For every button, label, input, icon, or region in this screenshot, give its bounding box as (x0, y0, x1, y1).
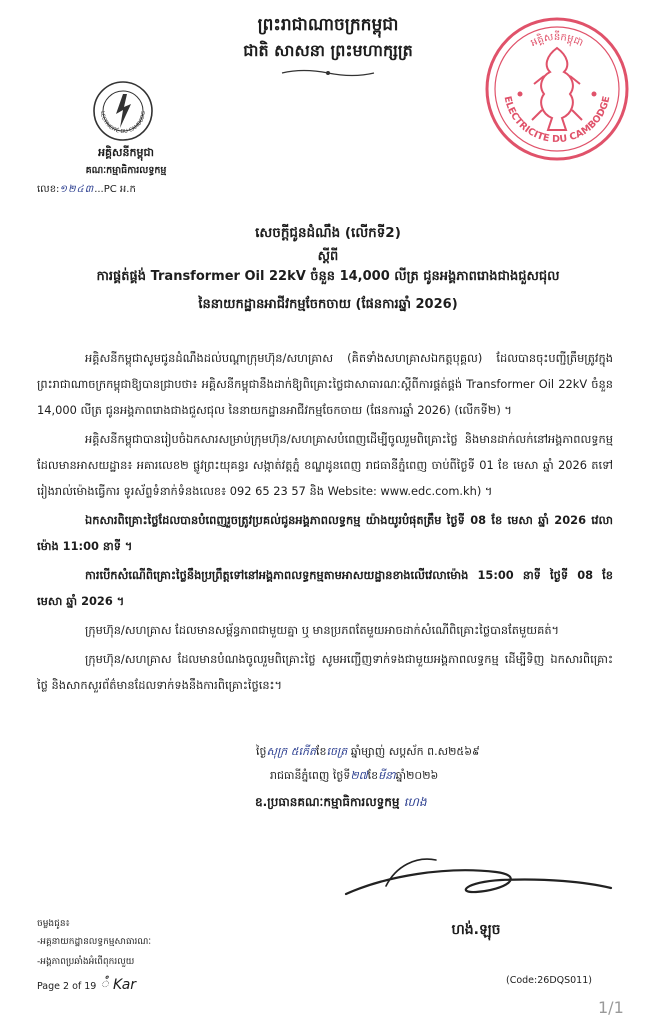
signer-title-line (255, 794, 655, 812)
signer-name: ហង់.ឡុច (451, 922, 501, 938)
notice-body (37, 345, 613, 701)
cc-item: -អង្គភាពប្រឆាំងអំពើពុករលួយ (37, 957, 135, 967)
paragraph-deadline: ឯកសារពិគ្រោះថ្លៃដែលបានបំពេញរួចត្រូវប្រគល់ជូនអង្គភាពលទ្ធកម្ម យ៉ាងយូរបំផុតត្រឹម ថ្ងៃទី 08 ខែ មេសា ឆ្នាំ 2026 វេលាម៉ោង 11:00 នាទី ។ (37, 513, 613, 553)
page-label: Page 2 of 19 (37, 981, 97, 992)
date-month-handwritten: មីនា (378, 769, 396, 782)
ref-number: ១២៤៣ (59, 184, 95, 195)
date-city: រាជធានីភ្នំពេញ ថ្ងៃទី (270, 769, 351, 782)
paragraph-contact: ក្រុមហ៊ុន/សហគ្រាស ដែលមានបំណងចូលរួមពិគ្រោះថ្លៃ សូមអញ្ជើញទាក់ទងជាមួយអង្គភាពលទ្ធកម្ម ដើម្បីទិញ ឯកសារពិគ្រោះថ្លៃ និងសាកសួរព័ត៌មានដែលទាក់ទងនឹងការពិគ្រោះថ្លៃនេះ។ (37, 652, 613, 692)
gregorian-date-line (270, 769, 632, 785)
paragraph-opening: ការបើកសំណើពិគ្រោះថ្លៃនឹងប្រព្រឹត្តទៅនៅអង្គភាពលទ្ធកម្មតាមអាសយដ្ឋានខាងលើវេលាម៉ោង 15:00 នាទី ថ្ងៃទី 08 ខែ មេសា ឆ្នាំ 2026 ។ (37, 568, 613, 608)
ref-suffix: PC អ.ក (103, 184, 136, 195)
document-title: សេចក្ដីជូនដំណឹង (លើកទី2) (255, 225, 401, 241)
lunar-year: ឆ្នាំម្សាញ់ សប្តស័ក ព.ស២៥៦៩ (350, 745, 480, 758)
edc-logo (92, 80, 154, 142)
paragraph-intro: អគ្គិសនីកម្ពុជាសូមជូនដំណឹងដល់បណ្ដាក្រុមហ៊ុន/សហគ្រាស (គិតទាំងសហគ្រាសឯកត្តបុគ្គល) ដែលបានចុះបញ្ជីត្រឹមត្រូវក្នុងព្រះរាជាណាចក្រកម្ពុជាឱ្យបានជ្រាបថា៖ អគ្គិសនីកម្ពុជានឹងដាក់ឱ្យពិគ្រោះថ្លៃជាសាធារណៈស្ដីពីការផ្គត់ផ្គង់ Transformer Oil 22kV ចំនួន 14,000 លីត្រ ជូនអង្គភាពរោងជាងជួសជុល នៃនាយកដ្ឋានអាជីវកម្មចែកចាយ (ផែនការឆ្នាំ 2026) (លើកទី២) ។ (37, 351, 613, 417)
org-department: គណៈកម្មាធិការលទ្ធកម្ម (85, 165, 167, 176)
seal-bottom-text: ELECTRICITE DU CAMBODGE (501, 95, 613, 146)
handwritten-signature (326, 836, 626, 916)
ornament-divider (278, 68, 378, 78)
lunar-month-handwritten: ចេត្រ (326, 745, 348, 758)
paragraph-documents: អគ្គិសនីកម្ពុជាបានរៀបចំឯកសារសម្រាប់ក្រុមហ៊ុន/សហគ្រាសបំពេញដើម្បីចូលរួមពិគ្រោះថ្លៃ និងមានដាក់លក់នៅអង្គភាពលទ្ធកម្ម ដែលមានអាសយដ្ឋាន៖ អគារលេខ២ ផ្លូវព្រះយុគន្ធរ សង្កាត់វត្តភ្នំ ខណ្ឌដូនពេញ រាជធានីភ្នំពេញ ចាប់ពីថ្ងៃទី 01 ខែ មេសា ឆ្នាំ 2026 តទៅរៀងរាល់ម៉ោងធ្វើការ ទូរស័ព្ទទំនាក់ទំនងលេខ៖ 092 65 23 57 និង Website: www.edc.com.kh) ។ (37, 432, 613, 498)
logo-text: LECTRICITÉ DU CAMBODG (98, 110, 148, 136)
official-seal-stamp (482, 14, 632, 164)
ref-label: លេខ: (37, 184, 60, 195)
paragraph-affiliation: ក្រុមហ៊ុន/សហគ្រាស ដែលមានសម្ព័ន្ធភាពជាមួយគ្នា ឬ មានប្រភពតែមួយអាចដាក់សំណើពិគ្រោះថ្លៃបានតែមួយគត់។ (85, 623, 560, 637)
topic-line-2: នៃនាយកដ្ឋានអាជីវកម្មចែកចាយ (ផែនការឆ្នាំ 2026) (198, 297, 458, 312)
date-day-handwritten: ២៧ (350, 769, 368, 782)
lunar-day-handwritten: សុក្រ ៥កើត (266, 745, 316, 758)
lunar-prefix: ថ្ងៃ (256, 745, 267, 758)
page-number (37, 975, 136, 996)
reference-number: លេខ:១២៤៣...PC អ.ក (37, 184, 136, 195)
viewer-page-counter[interactable]: 1/1 (598, 998, 624, 1017)
svg-text:អគ្គិសនីកម្ពុជា (529, 30, 585, 49)
org-name: អគ្គិសនីកម្ពុជា (98, 146, 154, 159)
page-initial-handwritten: ំ Kar (100, 977, 137, 993)
lunar-month-label: ខែ (315, 745, 327, 758)
signer-initial-handwritten: ហេង (403, 795, 427, 809)
lunar-date-line (256, 745, 632, 761)
cc-title: ចម្លងជូន៖ (37, 919, 70, 929)
date-month-label: ខែ (367, 769, 379, 782)
kingdom-heading: ព្រះរាជាណាចក្រកម្ពុជា (257, 15, 399, 35)
subject-label: ស្ដីពី (317, 249, 339, 264)
signer-title: ឧ.ប្រធានគណៈកម្មាធិការលទ្ធកម្ម (255, 795, 400, 809)
document-code: (Code:26DQS011) (506, 975, 592, 986)
date-year: ឆ្នាំ២០២៦ (395, 769, 439, 782)
seal-top-text: អគ្គិសនីកម្ពុជា (529, 31, 585, 50)
topic-line-1: ការផ្គត់ផ្គង់ Transformer Oil 22kV ចំនួន 14,000 លីត្រ ជូនអង្គភាពរោងជាងជួសជុល (96, 269, 560, 284)
cc-item: -អគ្គនាយកដ្ឋានលទ្ធកម្មសាធារណៈ (37, 937, 152, 947)
nation-motto: ជាតិ សាសនា ព្រះមហាក្សត្រ (243, 41, 413, 60)
